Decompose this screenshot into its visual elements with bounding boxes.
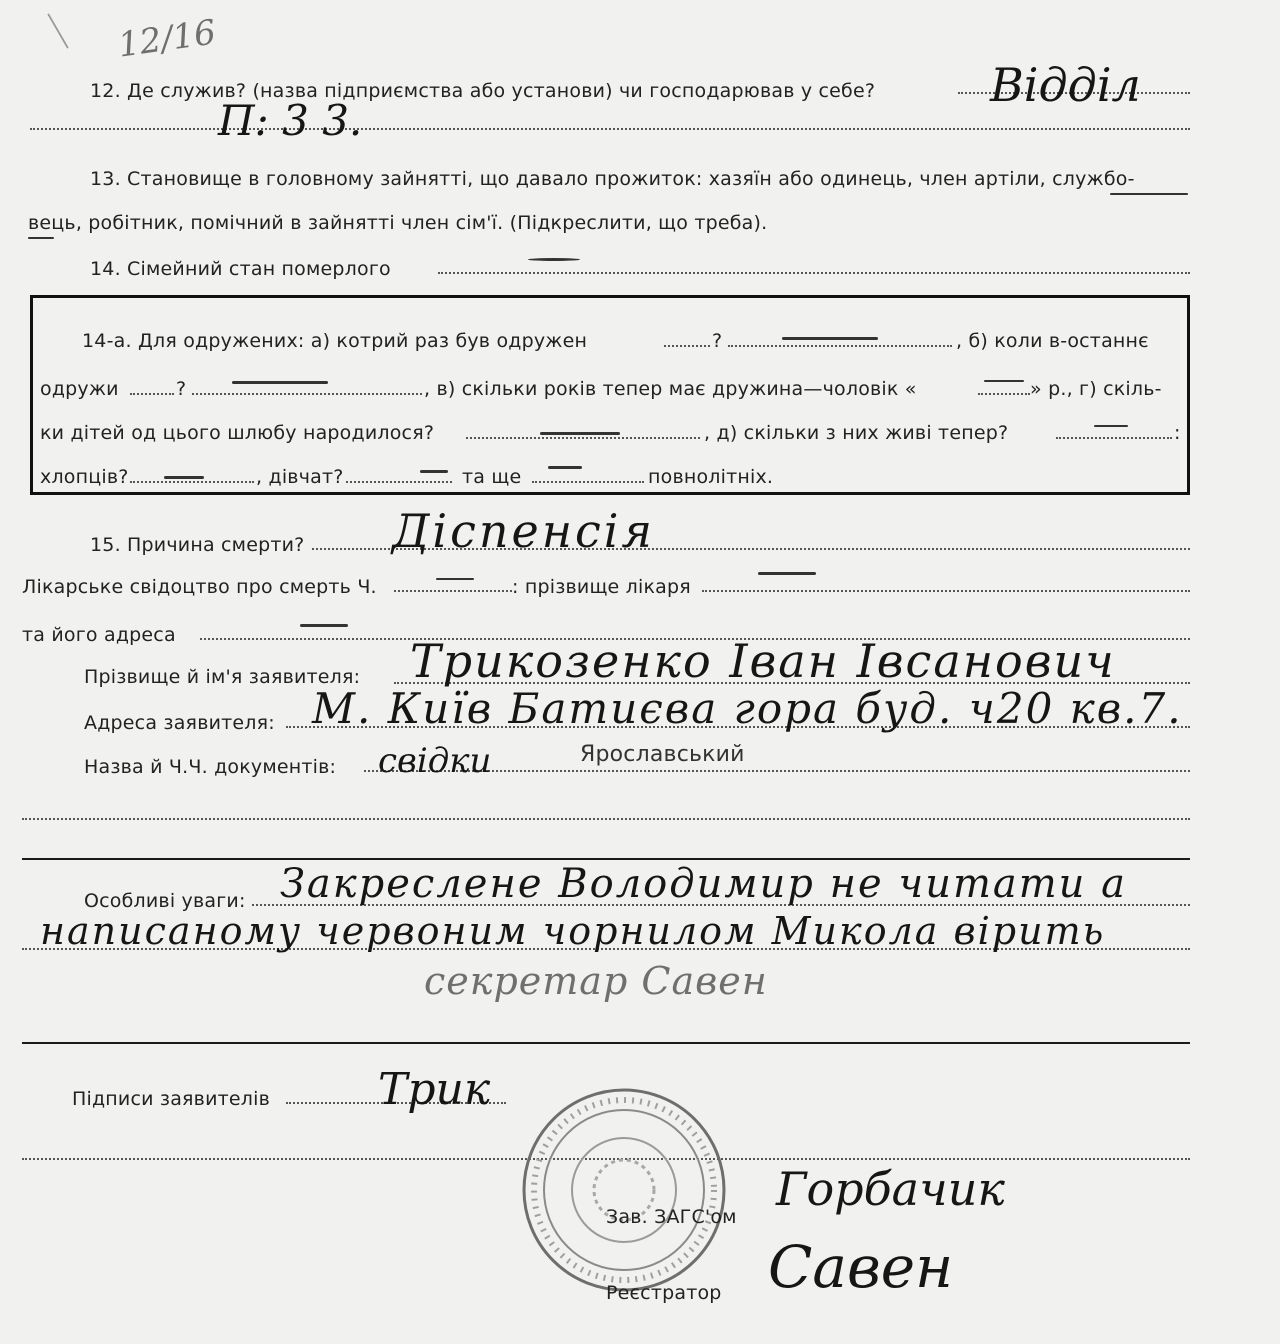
section-14a-dash-4 [540, 432, 620, 435]
section-divider-2 [22, 1042, 1190, 1044]
section-15-label: 15. Причина смерти? [90, 534, 305, 556]
section-14a-dots-6 [466, 437, 700, 439]
applicant-address-value: М. Київ Батиєва гора буд. ч20 кв.7. [312, 684, 1183, 733]
section-14a-dots-5 [978, 393, 1030, 395]
certificate-dotted-line [394, 590, 512, 592]
underline-sluzhbovets [1110, 193, 1188, 195]
doctor-label: : прізвище лікаря [512, 576, 691, 598]
applicant-name-label: Прізвище й ім'я заявителя: [84, 666, 361, 688]
applicant-name-value: Трикозенко Іван Івсанович [410, 634, 1116, 688]
section-15-answer: Діспенсія [392, 504, 655, 558]
section-14-label: 14. Сімейний стан померлого [90, 258, 391, 280]
notes-line-2: написаному червоним чорнилом Микола вірить [40, 909, 1106, 953]
official-seal-icon [514, 1080, 734, 1300]
section-13-line-2: вець, робітник, помічний в зайнятті член сім'ї. (Підкреслити, що треба). [28, 212, 768, 234]
section-14a-line2-q: ? [176, 378, 187, 400]
section-14a-dash-3 [984, 380, 1024, 382]
documents-value: свідки [378, 741, 492, 781]
section-14a-line3-c: : [1174, 422, 1181, 444]
section-14a-dash-7 [420, 470, 448, 473]
registrar-label: Реєстратор [606, 1282, 722, 1304]
section-14a-dash-6 [164, 476, 204, 479]
section-14a-line2-a: одружи [40, 378, 119, 400]
section-14a-dash-2 [232, 381, 328, 384]
section-14a-dots-3 [130, 393, 174, 395]
registrar-signature: Савен [768, 1233, 954, 1301]
applicant-address-label: Адреса заявителя: [84, 712, 275, 734]
section-14a-dots-10 [532, 481, 644, 483]
doctor-address-dash [300, 624, 348, 627]
section-14a-dash-1 [782, 337, 878, 340]
section-14a-dash-8 [548, 466, 582, 469]
certificate-label: Лікарське свідоцтво про смерть Ч. [22, 576, 377, 598]
notes-label: Особливі уваги: [84, 890, 246, 912]
doctor-dotted-line [702, 590, 1190, 592]
section-14a-line3-b: , д) скільки з них живі тепер? [704, 422, 1009, 444]
documents-dotted-line-2 [22, 818, 1190, 820]
section-divider-1 [22, 858, 1190, 860]
section-12-answer-2: П: 3 3. [218, 96, 363, 145]
head-zags-signature: Горбачик [776, 1162, 1005, 1216]
section-14-dotted-line [438, 272, 1190, 274]
section-12-dotted-line-2 [30, 128, 1190, 130]
section-14a-dots-4 [192, 393, 422, 395]
doctor-dash [758, 572, 816, 575]
head-zags-label: Зав. ЗАГС'ом [606, 1206, 737, 1228]
section-14a-line4-c: та ще [462, 466, 522, 488]
applicant-signatures-label: Підписи заявителів [72, 1088, 271, 1110]
section-14a-dots-7 [1056, 437, 1172, 439]
section-13-line-1: 13. Становище в головному зайнятті, що давало прожиток: хазяїн або одинець, член артіли, службо- [90, 168, 1135, 190]
section-14a-line3-a: ки дітей од цього шлюбу народилося? [40, 422, 435, 444]
notes-line-1: Закреслене Володимир не читати а [280, 861, 1128, 907]
section-12-answer-1: Відділ [990, 58, 1141, 112]
documents-stamp-name: Ярославський [580, 742, 745, 767]
section-14a-dots-9 [346, 481, 452, 483]
section-14a-line4-d: повнолітніх. [648, 466, 774, 488]
certificate-dash [436, 578, 474, 580]
section-12-label: 12. Де служив? (назва підприємства або установи) чи господарював у себе? [90, 80, 876, 102]
notes-line-3: секретар Савен [424, 959, 768, 1003]
section-14a-dash-5 [1094, 425, 1128, 427]
documents-label: Назва й Ч.Ч. документів: [84, 756, 337, 778]
underline-vets [28, 237, 54, 239]
section-14a-dots-1 [664, 345, 710, 347]
applicant-signature: Трик [378, 1064, 491, 1115]
section-14a-line4-b: , дівчат? [256, 466, 344, 488]
section-14a-line1-a: 14-а. Для одружених: а) котрий раз був одружен [82, 330, 588, 352]
section-14a-line4-a: хлопців? [40, 466, 129, 488]
doctor-address-label: та його адреса [22, 624, 176, 646]
section-14a-line2-c: » р., г) скіль- [1030, 378, 1162, 400]
section-14a-line2-b: , в) скільки років тепер має дружина—чоловік « [424, 378, 917, 400]
section-14a-line1-q: ? [712, 330, 723, 352]
section-14-dash [528, 258, 580, 261]
section-14a-dots-2 [728, 345, 952, 347]
page-number-annotation: 12/16 [115, 12, 219, 66]
section-14a-dots-8 [130, 481, 254, 483]
corner-mark [47, 13, 69, 49]
section-14a-line1-b: , б) коли в-останнє [956, 330, 1149, 352]
